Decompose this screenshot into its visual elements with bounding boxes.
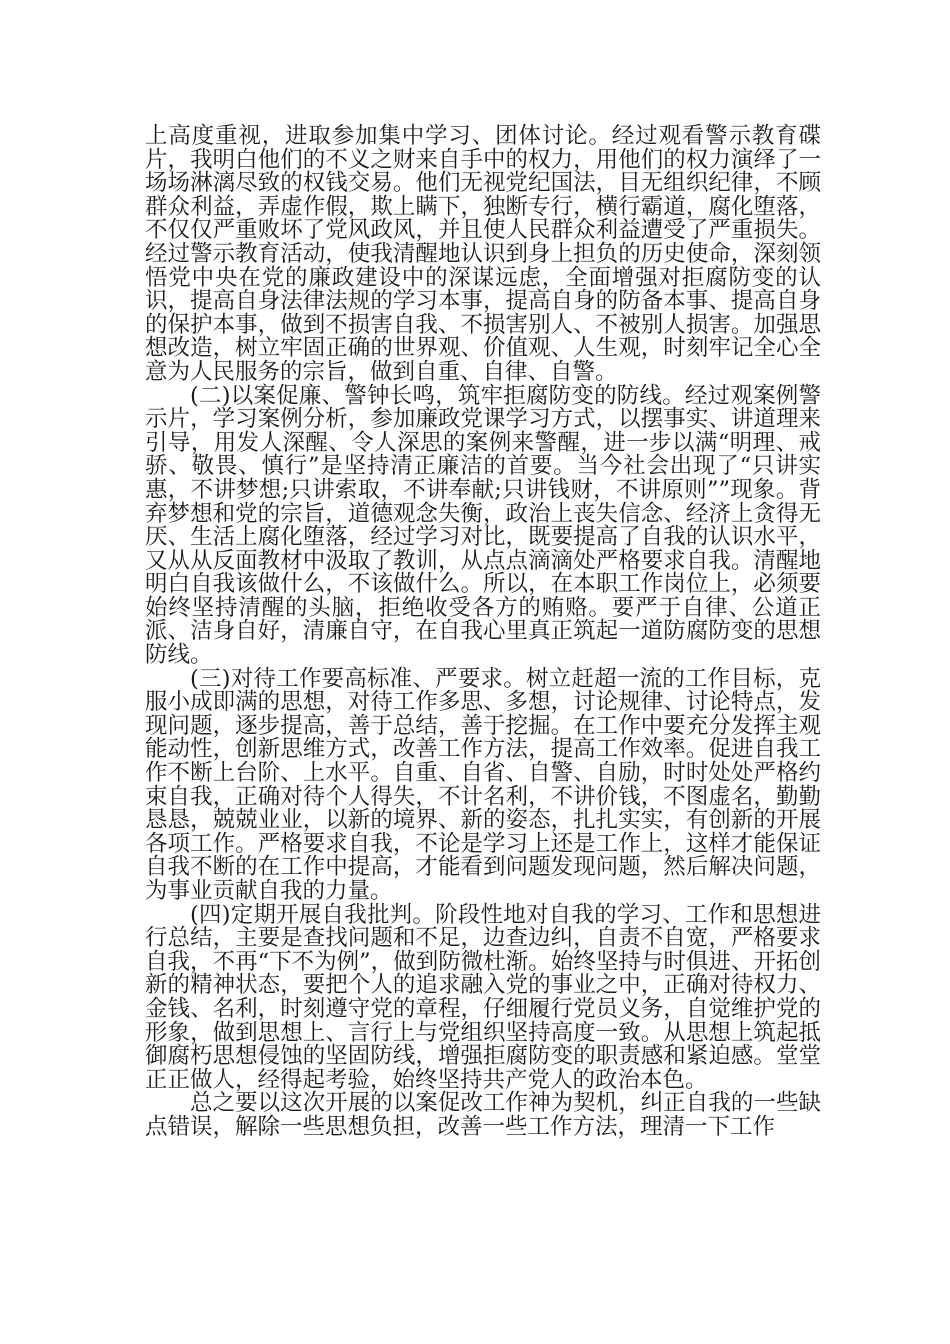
paragraph-section-four: (四)定期开展自我批判。阶段性地对自我的学习、工作和思想进行总结，主要是查找问题和不足，边查边纠，自责不自宽，严格要求自我，不再“下不为例”，做到防微杜渐。始终坚持与时俱进、开拓创新的精神状态，要把个人的追求融入党的事业之中，正确对待权力、金钱、名利，时刻遵守党的章程，仔细履行党员义务，自觉维护党的形象，做到思想上、言行上与党组织坚持高度一致。从思想上筑起抵御腐朽思想侵蚀的坚固防线，增强拒腐防变的职责感和紧迫感。堂堂正正做人，经得起考验，始终坚持共产党人的政治本色。 <box>145 901 821 1093</box>
document-body <box>145 125 821 1140</box>
paragraph-intro-continuation: 上高度重视，进取参加集中学习、团体讨论。经过观看警示教育碟片，我明白他们的不义之财来自手中的权力，用他们的权力演绎了一场场淋漓尽致的权钱交易。他们无视党纪国法，目无组织纪律，不顾群众利益，弄虚作假，欺上瞒下，独断专行，横行霸道，腐化堕落，不仅仅严重败坏了党风政风，并且使人民群众利益遭受了严重损失。经过警示教育活动，使我清醒地认识到身上担负的历史使命，深刻领悟党中央在党的廉政建设中的深谋远虑，全面增强对拒腐防变的认识，提高自身法律法规的学习本事，提高自身的防备本事、提高自身的保护本事，做到不损害自我、不损害别人、不被别人损害。加强思想改造，树立牢固正确的世界观、价值观、人生观，时刻牢记全心全意为人民服务的宗旨，做到自重、自律、自警。 <box>145 123 821 385</box>
paragraph-section-three: (三)对待工作要高标准、严要求。树立赶超一流的工作目标，克服小成即满的思想，对待工作多思、多想，讨论规律、讨论特点，发现问题，逐步提高，善于总结，善于挖掘。在工作中要充分发挥主观能动性，创新思维方式，改善工作方法，提高工作效率。促进自我工作不断上台阶、上水平。自重、自省、自警、自励，时时处处严格约束自我，正确对待个人得失，不计名利，不讲价钱，不图虚名，勤勤恳恳，兢兢业业，以新的境界、新的姿态，扎扎实实，有创新的开展各项工作。严格要求自我，不论是学习上还是工作上，这样才能保证自我不断的在工作中提高，才能看到问题发现问题，然后解决问题，为事业贡献自我的力量。 <box>145 665 821 904</box>
paragraph-section-two: (二)以案促廉、警钟长鸣，筑牢拒腐防变的防线。经过观案例警示片，学习案例分析，参加廉政党课学习方式，以摆事实、讲道理来引导，用发人深醒、令人深思的案例来警醒，进一步以满“明理、戒骄、敬畏、慎行”是坚持清正廉洁的首要。当今社会出现了“只讲实惠，不讲梦想;只讲索取，不讲奉献;只讲钱财，不讲原则””现象。背弃梦想和党的宗旨，道德观念失衡，政治上丧失信念、经济上贪得无厌、生活上腐化堕落，经过学习对比，既要提高了自我的认识水平，又从从反面教材中汲取了教训，从点点滴滴处严格要求自我。清醒地明白自我该做什么，不该做什么。所以，在本职工作岗位上，必须要始终坚持清醒的头脑，拒绝收受各方的贿赂。要严于自律、公道正派、洁身自好，清廉自守，在自我心里真正筑起一道防腐防变的思想防线。 <box>145 382 821 669</box>
paragraph-conclusion: 总之要以这次开展的以案促改工作神为契机，纠正自我的一些缺点错误，解除一些思想负担，改善一些工作方法，理清一下工作 <box>145 1090 821 1140</box>
